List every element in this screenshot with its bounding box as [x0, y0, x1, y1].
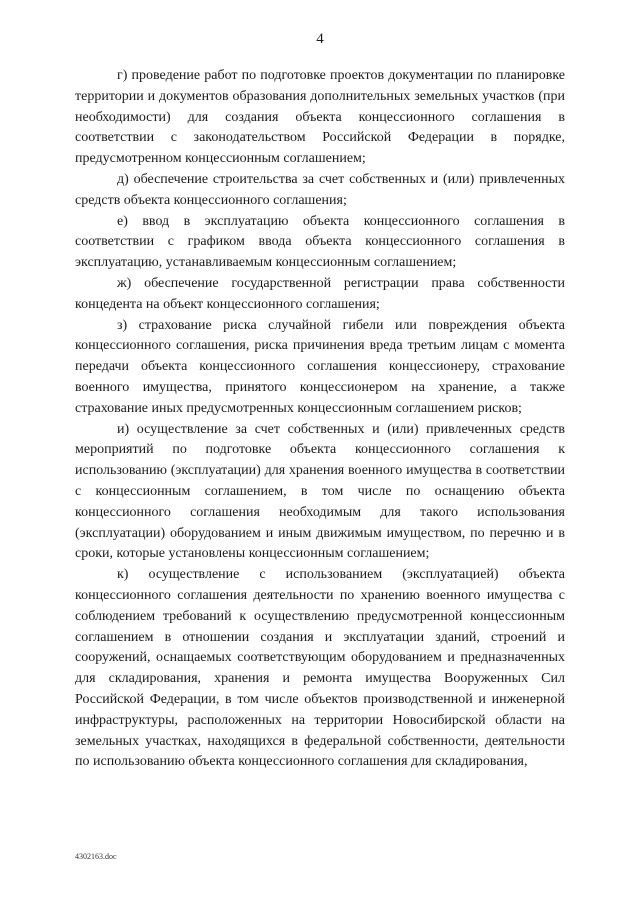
- paragraph-k: к) осуществление с использованием (эксплуатацией) объекта концессионного соглашения деятельности по хранению военного имущества с соблюдением требований к осуществлению предусмотренной концессионным соглашением в отношении создания и эксплуатации зданий, строений и сооружений, оснащаемых соответствующим оборудованием и предназначенных для складирования, хранения и ремонта имущества Вооруженных Сил Российской Федерации, в том числе объектов производственной и инженерной инфраструктуры, расположенных на территории Новосибирской области на земельных участках, находящихся в федеральной собственности, деятельности по использованию объекта концессионного соглашения для складирования,: [75, 567, 565, 770]
- paragraph-g: г) проведение работ по подготовке проектов документации по планировке территории и документов образования дополнительных земельных участков (при необходимости) для создания объекта концессионного соглашения в соответствии с законодательством Российской Федерации в порядке, предусмотренном концессионным соглашением;: [75, 68, 565, 167]
- paragraph-z: з) страхование риска случайной гибели или повреждения объекта концессионного соглашения, риска причинения вреда третьим лицам с момента передачи объекта концессионного соглашения концессионеру, страхование военного имущества, принятого концессионером на хранение, а также страхование иных предусмотренных концессионным соглашением рисков;: [75, 317, 565, 416]
- paragraph-i: и) осуществление за счет собственных и (или) привлеченных средств мероприятий по подготовке объекта концессионного соглашения к использованию (эксплуатации) для хранения военного имущества в соответствии с концессионным соглашением, в том числе по оснащению объекта концессионного соглашения необходимым для такого использования (эксплуатации) оборудованием и иным движимым имуществом, по перечню и в сроки, которые установлены концессионным соглашением;: [75, 421, 565, 562]
- paragraph-e: е) ввод в эксплуатацию объекта концессионного соглашения в соответствии с графиком ввода объекта концессионного соглашения в эксплуатацию, устанавливаемым концессионным соглашением;: [75, 213, 565, 271]
- paragraph-d: д) обеспечение строительства за счет собственных и (или) привлеченных средств объекта концессионного соглашения;: [75, 171, 565, 208]
- paragraph-zh: ж) обеспечение государственной регистрации права собственности концедента на объект концессионного соглашения;: [75, 275, 565, 312]
- page-number: 4: [316, 31, 324, 47]
- document-body: [75, 66, 565, 773]
- footer-filename: 4302163.doc: [75, 852, 117, 861]
